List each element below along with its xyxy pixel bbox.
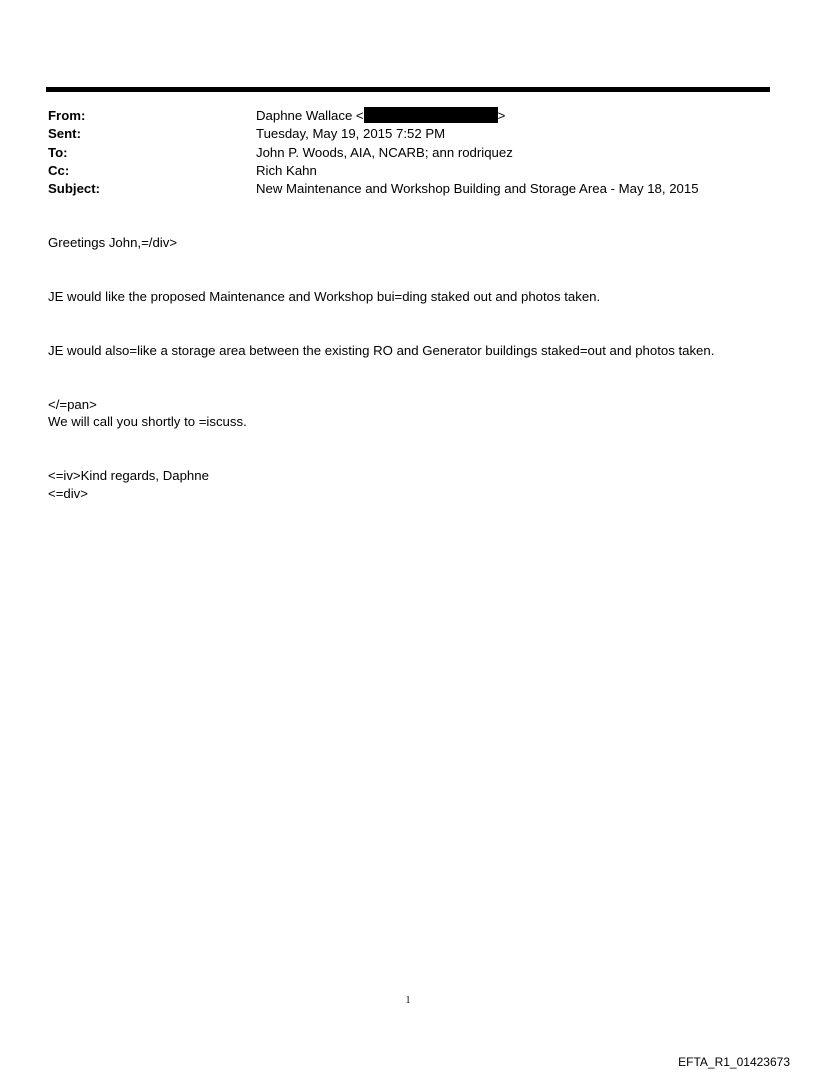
body-paragraph: JE would also=like a storage area between the existing RO and Generator buildings staked=out and photos taken. bbox=[48, 343, 715, 358]
subject-value: New Maintenance and Workshop Building and Storage Area - May 18, 2015 bbox=[256, 181, 699, 196]
redaction-block bbox=[364, 107, 498, 123]
subject-label: Subject: bbox=[48, 181, 101, 196]
page-number: 1 bbox=[405, 995, 411, 1006]
from-suffix: > bbox=[497, 108, 506, 123]
from-label: From: bbox=[48, 108, 86, 123]
from-value bbox=[256, 106, 505, 125]
markup-artifact-line: <=div> bbox=[48, 486, 88, 501]
greeting-line: Greetings John,=/div> bbox=[48, 235, 178, 250]
document-id: EFTA_R1_01423673 bbox=[678, 1055, 790, 1069]
sent-label: Sent: bbox=[48, 126, 81, 141]
body-paragraph: JE would like the proposed Maintenance and Workshop bui=ding staked out and photos taken. bbox=[48, 289, 601, 304]
signoff-line: <=iv>Kind regards, Daphne bbox=[48, 468, 209, 483]
to-value: John P. Woods, AIA, NCARB; ann rodriquez bbox=[256, 145, 513, 160]
cc-value: Rich Kahn bbox=[256, 163, 317, 178]
body-paragraph: We will call you shortly to =iscuss. bbox=[48, 414, 247, 429]
to-label: To: bbox=[48, 145, 68, 160]
markup-artifact-line: </=pan> bbox=[48, 397, 97, 412]
cc-label: Cc: bbox=[48, 163, 70, 178]
header-divider bbox=[46, 87, 770, 92]
from-name: Daphne Wallace < bbox=[256, 108, 364, 123]
sent-value: Tuesday, May 19, 2015 7:52 PM bbox=[256, 126, 446, 141]
